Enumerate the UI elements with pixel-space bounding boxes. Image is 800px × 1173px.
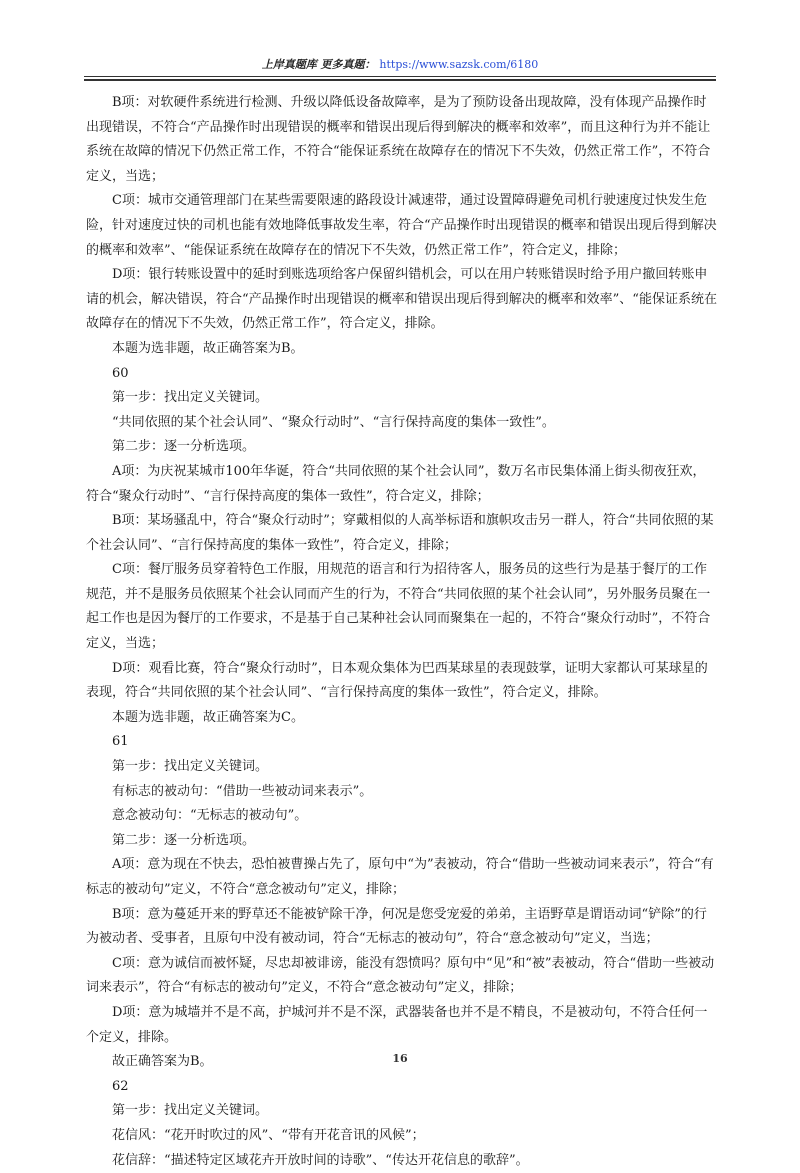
paragraph: A项：为庆祝某城市100年华诞，符合“共同依照的某个社会认同”，数万名市民集体涌上街头彻夜狂欢，符合“聚众行动时”、“言行保持高度的集体一致性”，符合定义，排除； [86, 463, 706, 504]
paragraph: A项：意为现在不快去，恐怕被曹操占先了，原句中“为”表被动，符合“借助一些被动词来表示”，符合“有标志的被动句”定义，不符合“意念被动句”定义，排除； [86, 857, 714, 897]
paragraph: C项：餐厅服务员穿着特色工作服，用规范的语言和行为招待客人，服务员的这些行为是基于餐厅的工作规范，并不是服务员依照某个社会认同而产生的行为，不符合“共同依照的某个社会认同”，另外服务员聚在一起工作也是因为餐厅的工作要求，不是基于自己某种社会认同而聚集在一起的，不符合“聚众行动时”，不符合定义，当选； [86, 562, 711, 652]
paragraph: 有标志的被动句：“借助一些被动词来表示”。 [86, 783, 373, 799]
paragraph: 故正确答案为B。 [86, 1054, 213, 1070]
paragraph: 花信风：“花开时吹过的风”、“带有开花音讯的风候”； [86, 1127, 425, 1143]
header-label: 上岸真题库 更多真题： [261, 58, 376, 71]
paragraph: 第一步：找出定义关键词。 [86, 1103, 269, 1119]
paragraph: B项：某场骚乱中，符合“聚众行动时”；穿戴相似的人高举标语和旗帜攻击另一群人，符合“共同依照的某个社会认同”、“言行保持高度的集体一致性”，符合定义，排除； [86, 513, 714, 553]
question-number: 60 [86, 365, 129, 381]
page-number: 16 [392, 1052, 408, 1065]
header-rule-thin [84, 76, 716, 77]
question-number: 62 [86, 1078, 129, 1094]
document-body [86, 91, 718, 1173]
paragraph: 意念被动句：“无标志的被动句”。 [86, 808, 308, 824]
paragraph: 第二步：逐一分析选项。 [86, 832, 256, 848]
paragraph: D项：观看比赛，符合“聚众行动时”，日本观众集体为巴西某球星的表现鼓掌，证明大家都认可某球星的表现，符合“共同依照的某个社会认同”、“言行保持高度的集体一致性”，符合定义，排除。 [86, 660, 708, 701]
page-header [0, 56, 800, 72]
paragraph: 本题为选非题，故正确答案为B。 [86, 340, 304, 356]
paragraph: 花信辞：“描述特定区域花卉开放时间的诗歌”、“传达开花信息的歌辞”。 [86, 1152, 529, 1168]
paragraph: 第一步：找出定义关键词。 [86, 759, 269, 775]
paragraph: 第一步：找出定义关键词。 [86, 390, 269, 406]
paragraph: 本题为选非题，故正确答案为C。 [86, 709, 304, 725]
paragraph: C项：城市交通管理部门在某些需要限速的路段设计减速带，通过设置障碍避免司机行驶速度过快发生危险，针对速度过快的司机也能有效地降低事故发生率，符合“产品操作时出现错误的概率和错误出现后得到解决的概率和效率”、“能保证系统在故障存在的情况下不失效，仍然正常工作”，符合定义，排除； [86, 193, 717, 258]
paragraph: “共同依照的某个社会认同”、“聚众行动时”、“言行保持高度的集体一致性”。 [86, 414, 555, 430]
paragraph: 第二步：逐一分析选项。 [86, 439, 256, 455]
header-url-link[interactable]: https://www.sazsk.com/6180 [379, 58, 539, 71]
paragraph: D项：银行转账设置中的延时到账选项给客户保留纠错机会，可以在用户转账错误时给予用户撤回转账申请的机会，解决错误，符合“产品操作时出现错误的概率和错误出现后得到解决的概率和效率”、“能保证系统在故障存在的情况下不失效，仍然正常工作”，符合定义，排除。 [86, 267, 717, 332]
header-rule-thick [84, 79, 716, 81]
question-number: 61 [86, 734, 129, 750]
paragraph: B项：对软硬件系统进行检测、升级以降低设备故障率，是为了预防设备出现故障，没有体现产品操作时出现错误，不符合“产品操作时出现错误的概率和错误出现后得到解决的概率和效率”，而且这种行为并不能让系统在故障的情况下仍然正常工作，不符合“能保证系统在故障存在的情况下不失效，仍然正常工作”，不符合定义，当选； [86, 95, 711, 184]
paragraph: C项：意为诚信而被怀疑，尽忠却被诽谤，能没有怨愤吗？原句中“见”和“被”表被动，符合“借助一些被动词来表示”，符合“有标志的被动句”定义，不符合“意念被动句”定义，排除； [86, 955, 715, 996]
paragraph: B项：意为蔓延开来的野草还不能被铲除干净，何况是您受宠爱的弟弟，主语野草是谓语动词“铲除”的行为被动者、受事者，且原句中没有被动词，符合“无标志的被动句”，符合“意念被动句”定义，当选； [86, 906, 707, 947]
paragraph: D项：意为城墙并不是不高，护城河并不是不深，武器装备也并不是不精良，不是被动句，不符合任何一个定义，排除。 [86, 1004, 708, 1045]
